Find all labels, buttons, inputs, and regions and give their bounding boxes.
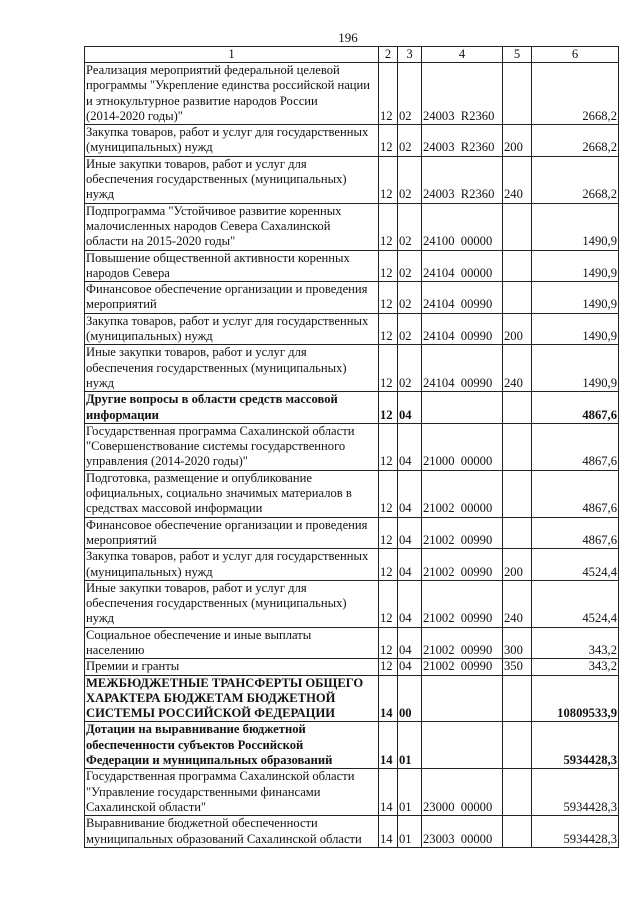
subsection-code: 01 <box>398 769 422 816</box>
subsection-code: 02 <box>398 63 422 125</box>
row-name: Другие вопросы в области средств массовой информации <box>85 392 379 424</box>
table-header-row <box>85 47 619 63</box>
expense-type-code: 240 <box>503 156 532 203</box>
table-row <box>85 549 619 581</box>
table-row <box>85 156 619 203</box>
target-article-code: 24104 00000 <box>422 250 503 282</box>
target-article-code: 24104 00990 <box>422 313 503 345</box>
target-article-code: 24003 R2360 <box>422 156 503 203</box>
target-article-code <box>422 392 503 424</box>
expense-type-code: 200 <box>503 125 532 157</box>
column-header: 2 <box>379 47 398 63</box>
expense-type-code <box>503 250 532 282</box>
target-article-code: 23003 00000 <box>422 816 503 848</box>
amount: 5934428,3 <box>532 722 619 769</box>
section-code: 12 <box>379 203 398 250</box>
expense-type-code <box>503 470 532 517</box>
amount: 343,2 <box>532 627 619 659</box>
amount: 5934428,3 <box>532 769 619 816</box>
expense-type-code <box>503 63 532 125</box>
section-code: 12 <box>379 659 398 675</box>
column-header: 1 <box>85 47 379 63</box>
subsection-code: 04 <box>398 659 422 675</box>
amount: 4524,4 <box>532 580 619 627</box>
section-code: 14 <box>379 722 398 769</box>
table-row <box>85 313 619 345</box>
table-row <box>85 517 619 549</box>
expense-type-code <box>503 769 532 816</box>
section-code: 12 <box>379 63 398 125</box>
section-code: 12 <box>379 345 398 392</box>
table-row <box>85 203 619 250</box>
target-article-code: 21002 00000 <box>422 470 503 517</box>
subsection-code: 04 <box>398 392 422 424</box>
row-name: Иные закупки товаров, работ и услуг для обеспечения государственных (муниципальных) нужд <box>85 580 379 627</box>
row-name: Финансовое обеспечение организации и проведения мероприятий <box>85 282 379 314</box>
column-header: 6 <box>532 47 619 63</box>
row-name: Выравнивание бюджетной обеспеченности муниципальных образований Сахалинской области <box>85 816 379 848</box>
section-code: 12 <box>379 125 398 157</box>
table-row <box>85 250 619 282</box>
target-article-code: 24104 00990 <box>422 345 503 392</box>
table-row <box>85 659 619 675</box>
amount: 4524,4 <box>532 549 619 581</box>
subsection-code: 04 <box>398 580 422 627</box>
section-code: 12 <box>379 313 398 345</box>
section-code: 12 <box>379 580 398 627</box>
subsection-code: 04 <box>398 423 422 470</box>
table-row <box>85 423 619 470</box>
subsection-code: 04 <box>398 517 422 549</box>
table-row <box>85 345 619 392</box>
table-row <box>85 722 619 769</box>
subsection-code: 01 <box>398 816 422 848</box>
row-name: Закупка товаров, работ и услуг для государственных (муниципальных) нужд <box>85 125 379 157</box>
expense-type-code: 240 <box>503 345 532 392</box>
row-name: Повышение общественной активности коренных народов Севера <box>85 250 379 282</box>
budget-table <box>84 46 619 848</box>
subsection-code: 04 <box>398 549 422 581</box>
table-row <box>85 769 619 816</box>
target-article-code: 21000 00000 <box>422 423 503 470</box>
amount: 2668,2 <box>532 63 619 125</box>
section-code: 12 <box>379 517 398 549</box>
amount: 4867,6 <box>532 423 619 470</box>
target-article-code: 24104 00990 <box>422 282 503 314</box>
amount: 1490,9 <box>532 203 619 250</box>
subsection-code: 00 <box>398 675 422 722</box>
page-number: 196 <box>338 30 358 45</box>
expense-type-code <box>503 722 532 769</box>
section-code: 14 <box>379 769 398 816</box>
expense-type-code <box>503 675 532 722</box>
table-row <box>85 125 619 157</box>
table-row <box>85 63 619 125</box>
target-article-code: 21002 00990 <box>422 627 503 659</box>
section-code: 12 <box>379 549 398 581</box>
subsection-code: 04 <box>398 470 422 517</box>
target-article-code: 24100 00000 <box>422 203 503 250</box>
row-name: Социальное обеспечение и иные выплаты населению <box>85 627 379 659</box>
expense-type-code <box>503 423 532 470</box>
expense-type-code <box>503 517 532 549</box>
expense-type-code: 200 <box>503 313 532 345</box>
amount: 4867,6 <box>532 470 619 517</box>
subsection-code: 02 <box>398 250 422 282</box>
row-name: Дотации на выравнивание бюджетной обеспеченности субъектов Российской Федерации и муниципальных образований <box>85 722 379 769</box>
expense-type-code: 200 <box>503 549 532 581</box>
table-row <box>85 580 619 627</box>
section-code: 14 <box>379 816 398 848</box>
row-name: Государственная программа Сахалинской области "Управление государственными финансами Сахалинской области" <box>85 769 379 816</box>
row-name: Закупка товаров, работ и услуг для государственных (муниципальных) нужд <box>85 313 379 345</box>
target-article-code: 24003 R2360 <box>422 63 503 125</box>
amount: 10809533,9 <box>532 675 619 722</box>
section-code: 12 <box>379 156 398 203</box>
subsection-code: 02 <box>398 345 422 392</box>
table-body <box>85 63 619 848</box>
row-name: Иные закупки товаров, работ и услуг для обеспечения государственных (муниципальных) нужд <box>85 156 379 203</box>
amount: 5934428,3 <box>532 816 619 848</box>
amount: 1490,9 <box>532 282 619 314</box>
target-article-code: 21002 00990 <box>422 549 503 581</box>
amount: 1490,9 <box>532 313 619 345</box>
subsection-code: 02 <box>398 203 422 250</box>
target-article-code: 23000 00000 <box>422 769 503 816</box>
column-header: 5 <box>503 47 532 63</box>
table-row <box>85 675 619 722</box>
subsection-code: 02 <box>398 282 422 314</box>
row-name: Финансовое обеспечение организации и проведения мероприятий <box>85 517 379 549</box>
subsection-code: 04 <box>398 627 422 659</box>
subsection-code: 02 <box>398 313 422 345</box>
expense-type-code <box>503 816 532 848</box>
row-name: Подпрограмма "Устойчивое развитие коренных малочисленных народов Севера Сахалинской области на 2015-2020 годы" <box>85 203 379 250</box>
row-name: Подготовка, размещение и опубликование официальных, социально значимых материалов в средствах массовой информации <box>85 470 379 517</box>
target-article-code: 21002 00990 <box>422 517 503 549</box>
amount: 4867,6 <box>532 392 619 424</box>
target-article-code <box>422 675 503 722</box>
amount: 1490,9 <box>532 250 619 282</box>
section-code: 12 <box>379 392 398 424</box>
target-article-code: 21002 00990 <box>422 659 503 675</box>
amount: 1490,9 <box>532 345 619 392</box>
column-header: 3 <box>398 47 422 63</box>
subsection-code: 02 <box>398 156 422 203</box>
table-row <box>85 392 619 424</box>
target-article-code <box>422 722 503 769</box>
section-code: 12 <box>379 470 398 517</box>
section-code: 12 <box>379 250 398 282</box>
column-header: 4 <box>422 47 503 63</box>
expense-type-code: 350 <box>503 659 532 675</box>
expense-type-code <box>503 282 532 314</box>
expense-type-code: 240 <box>503 580 532 627</box>
subsection-code: 01 <box>398 722 422 769</box>
row-name: Реализация мероприятий федеральной целевой программы "Укрепление единства российской нации и этнокультурное развитие народов России (2014-2020 годы)" <box>85 63 379 125</box>
amount: 4867,6 <box>532 517 619 549</box>
section-code: 12 <box>379 627 398 659</box>
table-row <box>85 816 619 848</box>
expense-type-code: 300 <box>503 627 532 659</box>
section-code: 12 <box>379 423 398 470</box>
amount: 2668,2 <box>532 156 619 203</box>
row-name: Государственная программа Сахалинской области "Совершенствование системы государственного управления (2014-2020 годы)" <box>85 423 379 470</box>
expense-type-code <box>503 392 532 424</box>
amount: 343,2 <box>532 659 619 675</box>
table-row <box>85 627 619 659</box>
amount: 2668,2 <box>532 125 619 157</box>
expense-type-code <box>503 203 532 250</box>
row-name: МЕЖБЮДЖЕТНЫЕ ТРАНСФЕРТЫ ОБЩЕГО ХАРАКТЕРА БЮДЖЕТАМ БЮДЖЕТНОЙ СИСТЕМЫ РОССИЙСКОЙ ФЕДЕРАЦИИ <box>85 675 379 722</box>
target-article-code: 21002 00990 <box>422 580 503 627</box>
table-row <box>85 470 619 517</box>
table-row <box>85 282 619 314</box>
row-name: Закупка товаров, работ и услуг для государственных (муниципальных) нужд <box>85 549 379 581</box>
target-article-code: 24003 R2360 <box>422 125 503 157</box>
subsection-code: 02 <box>398 125 422 157</box>
row-name: Премии и гранты <box>85 659 379 675</box>
row-name: Иные закупки товаров, работ и услуг для обеспечения государственных (муниципальных) нужд <box>85 345 379 392</box>
section-code: 14 <box>379 675 398 722</box>
section-code: 12 <box>379 282 398 314</box>
